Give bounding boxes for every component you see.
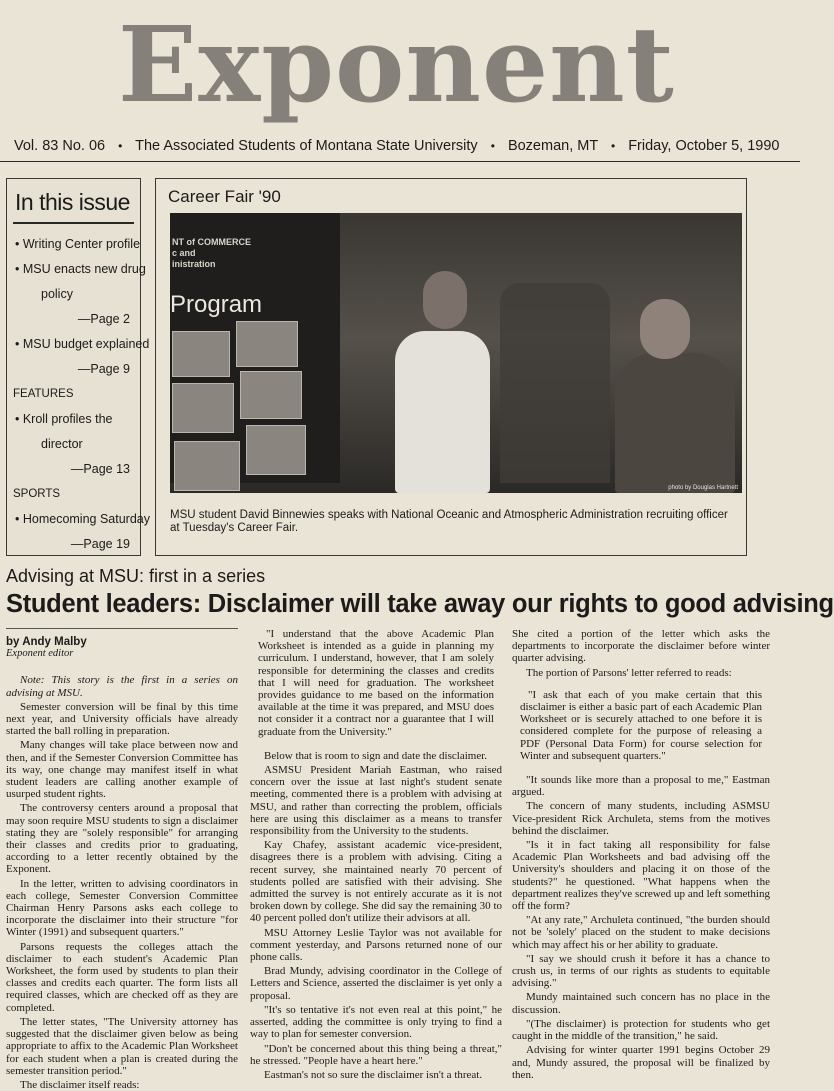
article-column-3 — [512, 628, 770, 1081]
article-paragraph: "(The disclaimer) is protection for students who get caught in the middle of the transition," he said. — [512, 1017, 770, 1043]
toc-item: • MSU enacts new drug — [15, 262, 146, 276]
student-head — [640, 299, 690, 359]
toc-heading: In this issue — [15, 189, 130, 215]
byline-rule — [6, 628, 238, 629]
booth-picture — [246, 425, 306, 475]
dateline — [0, 132, 800, 162]
article-paragraph: The concern of many students, including ASMSU Vice-president Rick Archuleta, stems from the motives behind the disclaimer. — [512, 800, 770, 837]
officer-head — [423, 271, 467, 329]
article-paragraph: "It sounds like more than a proposal to me," Eastman argued. — [512, 774, 770, 799]
booth-picture — [172, 383, 234, 433]
article-paragraph: Advising for winter quarter 1991 begins October 29 and, Mundy assured, the proposal will be finalized by then. — [512, 1044, 770, 1081]
photo-title: Career Fair '90 — [168, 187, 281, 206]
recruiting-officer — [395, 331, 490, 493]
issue-date: Friday, October 5, 1990 — [628, 138, 780, 154]
series-label: Advising at MSU: first in a series — [6, 566, 266, 586]
toc-item: • Homecoming Saturday — [15, 512, 150, 526]
article-paragraph: Note: This story is the first in a series on advising at MSU. — [6, 674, 238, 699]
photo-caption: MSU student David Binnewies speaks with National Oceanic and Atmospheric Administration recruiting officer at Tuesday's Career Fair. — [170, 509, 728, 534]
toc-divider — [13, 222, 134, 224]
article-paragraph: "It's so tentative it's not even real at this point," he asserted, adding the committee is only trying to find a way to plan for semester conversion. — [250, 1003, 502, 1041]
toc-section-label: FEATURES — [13, 388, 74, 400]
article-paragraph: Semester conversion will be final by this time next year, and University officials have already started the ball rolling in preparation. — [6, 700, 238, 738]
article-paragraph: MSU Attorney Leslie Taylor was not available for comment yesterday, and Parsons returned none of our phone calls. — [250, 926, 502, 964]
booth-sign: NT of COMMERCE c and inistration — [172, 237, 251, 269]
article-paragraph: "Don't be concerned about this thing being a threat," he stressed. "People have a heart here." — [250, 1042, 502, 1067]
background-crowd — [500, 283, 610, 483]
article-column-2 — [250, 628, 502, 1081]
article-paragraph: The portion of Parsons' letter referred to reads: — [526, 666, 732, 679]
photo-credit: photo by Douglas Hartnett — [668, 485, 738, 491]
toc-page-ref: —Page 19 — [70, 537, 130, 551]
article-paragraph: The letter states, "The University attorney has suggested that the disclaimer given below as being appropriate to affix to the Academic Plan Worksheet for each student when a plan is created during the semester transition period." — [6, 1015, 238, 1077]
article-paragraph: Many changes will take place between now and then, and if the Semester Conversion Committee has its way, one change may manifest itself in what student leaders are calling another example of usurped student rights. — [6, 739, 238, 801]
article-paragraph: Mundy maintained such concern has no place in the discussion. — [512, 991, 770, 1016]
student-figure — [615, 353, 735, 493]
toc-list — [7, 232, 150, 557]
article-paragraph: In the letter, written to advising coordinators in each college, Semester Conversion Committee Chairman Henry Parsons asks each college to incorporate the disclaimer into their structure "for Winter (1991) and subsequent quarters." — [6, 877, 238, 939]
column-3-text — [512, 628, 770, 1081]
article-paragraph: "I ask that each of you make certain that this disclaimer is either a basic part of each Academic Plan Worksheet or is securely attached to one before it is considered complete for the purpose of releasing a PDF (Personal Data Form) for course selection for Winter and subsequent quarters." — [520, 688, 762, 762]
volume-number: Vol. 83 No. 06 — [14, 138, 106, 154]
bullet-separator: • — [490, 139, 495, 153]
author-role: Exponent editor — [6, 648, 74, 660]
toc-item: director — [41, 437, 83, 451]
toc-item: • MSU budget explained — [15, 337, 150, 351]
masthead — [0, 0, 800, 130]
publisher-name: The Associated Students of Montana State University — [135, 138, 478, 154]
article-paragraph: Below that is room to sign and date the disclaimer. — [264, 749, 488, 762]
career-fair-photo — [170, 213, 742, 493]
booth-picture — [174, 441, 240, 491]
article-paragraph: "I say we should crush it before it has a chance to crush us, in terms of our rights as students to equitable advising." — [512, 952, 770, 990]
bullet-separator: • — [118, 139, 123, 153]
article-paragraph: "Is it in fact taking all responsibility for false Academic Plan Worksheets and bad advising off the University's shoulders and placing it on those of the students?" he questioned. "What happens when the department realizes they've screwed up and left something off the form? — [512, 839, 770, 913]
article-paragraph: She cited a portion of the letter which asks the departments to incorporate the disclaimer before winter quarter advising. — [512, 628, 770, 665]
toc-item: • Writing Center profile — [15, 237, 141, 251]
column-1-text — [6, 674, 238, 1091]
toc-item: • Kroll profiles the — [15, 412, 113, 426]
toc-section-label: SPORTS — [13, 488, 61, 500]
photo-feature — [155, 178, 747, 556]
article-paragraph: "At any rate," Archuleta continued, "the burden should not be 'solely' placed on the student to make decisions which may affect his or her ability to graduate. — [512, 914, 770, 951]
article-paragraph: "I understand that the above Academic Plan Worksheet is intended as a guide in planning my curriculum. I understand, however, that I am solely responsible for determining the classes and credits that I will need for graduation. The worksheet provides guidance to me based on the information available at the time it was prepared, and MSU does not consider it a contract nor a guarantee that I will graduate from the University." — [258, 628, 494, 738]
booth-picture — [240, 371, 302, 419]
article-paragraph: Parsons requests the colleges attach the disclaimer to each student's Academic Plan Worksheet, the form used by students to plan their classes and credits each quarter. The form lists all required classes, which are checked off as they are completed. — [6, 940, 238, 1014]
article-paragraph: Kay Chafey, assistant academic vice-president, disagrees there is a problem with advising. Citing a recent survey, she maintained nearly 70 percent of students polled are satisfied with their advising. She admitted the survey is not entirely accurate as it is not broken down by college. She did say the remaining 30 to 40 percent polled don't utilize their advisors at all. — [250, 839, 502, 925]
article-paragraph: Brad Mundy, advising coordinator in the College of Letters and Science, asserted the disclaimer is yet only a proposal. — [250, 965, 502, 1002]
article-paragraph: The controversy centers around a proposal that may soon require MSU students to sign a disclaimer stating they are "solely responsible" for arranging their classes and credits prior to graduating, according to a letter recently obtained by the Exponent. — [6, 802, 238, 876]
location: Bozeman, MT — [507, 138, 598, 154]
booth-program-sign: Program — [170, 291, 263, 318]
newspaper-title: Exponent — [118, 3, 675, 126]
column-2-text — [250, 628, 502, 1081]
article-column-1 — [6, 628, 238, 1091]
article-body — [6, 628, 794, 1091]
toc-page-ref: —Page 2 — [77, 312, 130, 326]
booth-picture — [172, 331, 230, 377]
bullet-separator: • — [610, 139, 616, 153]
article-paragraph: The disclaimer itself reads: — [20, 1078, 140, 1091]
toc-item: policy — [41, 287, 73, 301]
article-paragraph: Eastman's not so sure the disclaimer isn't a threat. — [264, 1068, 483, 1081]
in-this-issue-box — [6, 178, 150, 556]
byline: by Andy Malby — [6, 636, 87, 648]
toc-page-ref: —Page 13 — [70, 462, 130, 476]
booth-picture — [236, 321, 298, 367]
article-headline: Student leaders: Disclaimer will take away our rights to good advising — [6, 590, 834, 618]
toc-page-ref: —Page 9 — [77, 362, 130, 376]
article-paragraph: ASMSU President Mariah Eastman, who raised concern over the issue at last night's student senate meeting, commented there is a problem with advising at MSU, and rather than correcting the problem, officials here are using this disclaimer as a means to transfer responsibility from the University to the students. — [250, 764, 502, 838]
